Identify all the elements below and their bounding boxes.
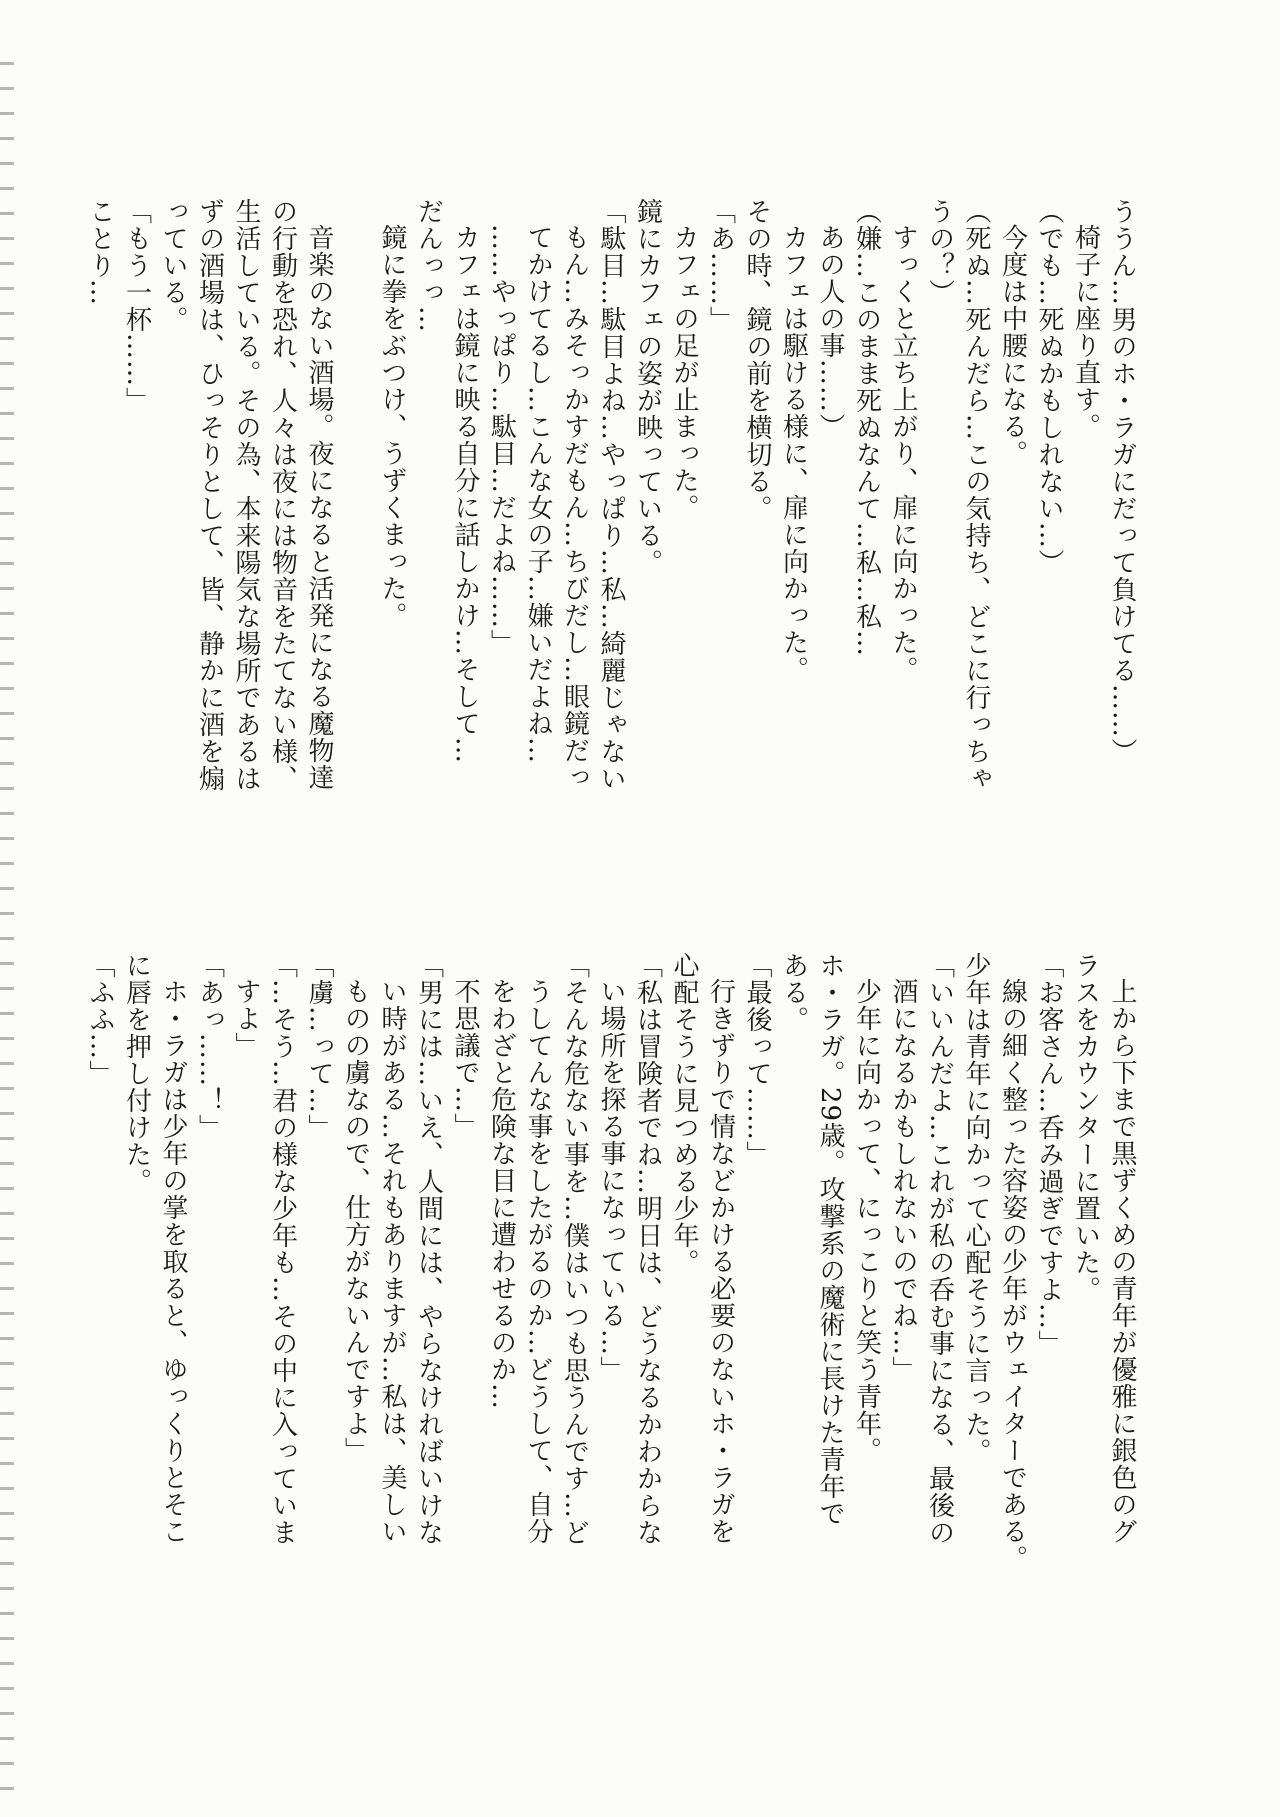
text-line: カフェは鏡に映る自分に話しかけ…そして…: [450, 224, 480, 764]
text-line: 「最後って……」: [742, 952, 772, 1168]
text-line: 行きずりで情などかける必要のないホ・ラガを: [705, 978, 736, 1545]
text-line: ある。: [778, 952, 809, 1033]
text-line: （死ぬ…死んだら…この気持ち、どこに行っちゃ: [961, 198, 991, 792]
text-line: すっくと立ち上がり、扉に向かった。: [888, 224, 918, 683]
text-line: 不思議で…」: [450, 978, 480, 1140]
text-line: 「駄目…駄目よね…やっぱり…私…綺麗じゃない: [596, 198, 626, 792]
text-line: 「いいんだよ…これが私の呑む事になる、最後の: [924, 952, 955, 1546]
text-line: てかけてるし…こんな女の子…嫌いだよね…: [523, 224, 553, 764]
text-line: ものの虜なので、仕方がないんですよ」: [340, 978, 371, 1464]
text-line: あの人の事……）: [815, 224, 845, 440]
text-line: っている。: [158, 198, 188, 333]
text-line: もん…みそっかすだもん…ちびだし…眼鏡だっ: [559, 224, 590, 791]
text-line: うの？）: [924, 198, 955, 306]
text-line: い時がある…それもありますが…私は、美しい: [377, 978, 407, 1545]
text-line: ラスをカウンターに置いた。: [1070, 952, 1101, 1303]
text-line: 「そんな危ない事を…僕はいつも思うんです…ど: [559, 952, 590, 1546]
blank-line: [337, 198, 374, 918]
text-line: ホ・ラガ。29歳。攻撃系の魔術に長けた青年で: [815, 952, 845, 1528]
text-line: い場所を探る事になっている…」: [596, 978, 626, 1383]
text-line: をわざと危険な目に遭わせるのか…: [486, 978, 517, 1410]
text-line: 今度は中腰になる。: [997, 224, 1028, 467]
text-line: 「お客さん…呑み過ぎですよ…」: [1034, 952, 1064, 1357]
text-line: 「…そう…君の様な少年も…その中に入っていま: [267, 952, 298, 1546]
text-line: ホ・ラガは少年の掌を取ると、ゆっくりとそこ: [158, 978, 188, 1545]
text-line: に唇を押し付けた。: [121, 952, 152, 1195]
upper-text-block: [82, 198, 1141, 918]
text-line: （でも…死ぬかもしれない…）: [1034, 198, 1064, 576]
text-line: ことり…: [85, 198, 115, 306]
text-line: 椅子に座り直す。: [1070, 224, 1101, 440]
text-line: ……やっぱり…駄目…だよね……」: [486, 224, 517, 656]
text-line: 心配そうに見つめる少年。: [669, 952, 699, 1276]
text-line: うしてんな事をしたがるのか…どうして、自分: [523, 978, 553, 1545]
text-line: 酒になるかもしれないのでね…」: [888, 978, 918, 1383]
text-line: （嫌…このまま死ぬなんて…私…私…: [851, 198, 882, 657]
text-line: 線の細く整った容姿の少年がウェイターである。: [997, 978, 1028, 1572]
text-line: の行動を恐れ、人々は夜には物音をたてない様、: [267, 198, 298, 792]
text-line: 「ふふ…」: [85, 952, 115, 1087]
text-line: カフェは駆ける様に、扉に向かった。: [778, 224, 809, 683]
spiral-binding-edge: [0, 50, 14, 1790]
text-line: 「虜…って…」: [304, 952, 334, 1141]
text-line: 「男には…いえ、人間には、やらなければいけな: [413, 952, 444, 1546]
text-line: 少年に向かって、にっこりと笑う青年。: [851, 978, 882, 1464]
text-line: 「あ……」: [705, 198, 736, 333]
text-line: ううん…男のホ・ラガにだって負けてる……）: [1107, 198, 1137, 765]
text-line: その時、鏡の前を横切る。: [742, 198, 772, 522]
text-line: だんっっ…: [413, 198, 444, 333]
text-line: 音楽のない酒場。夜になると活発になる魔物達: [304, 224, 334, 791]
lower-text-block: [82, 952, 1141, 1672]
text-line: 鏡に拳をぶつけ、うずくまった。: [377, 224, 407, 629]
text-line: 生活している。その為、本来陽気な場所であるは: [231, 198, 261, 792]
text-line: 「私は冒険者でね…明日は、どうなるかわからな: [632, 952, 663, 1546]
text-line: 「もう一杯……」: [121, 198, 152, 414]
text-line: 上から下まで黒ずくめの青年が優雅に銀色のグ: [1107, 978, 1137, 1545]
text-line: 「あっ……！」: [194, 952, 225, 1141]
text-line: すよ」: [231, 978, 261, 1059]
text-line: 鏡にカフェの姿が映っている。: [632, 198, 663, 576]
text-line: 少年は青年に向かって心配そうに言った。: [961, 952, 991, 1465]
text-line: ずの酒場は、ひっそりとして、皆、静かに酒を煽: [194, 198, 225, 792]
text-line: カフェの足が止まった。: [669, 224, 699, 521]
